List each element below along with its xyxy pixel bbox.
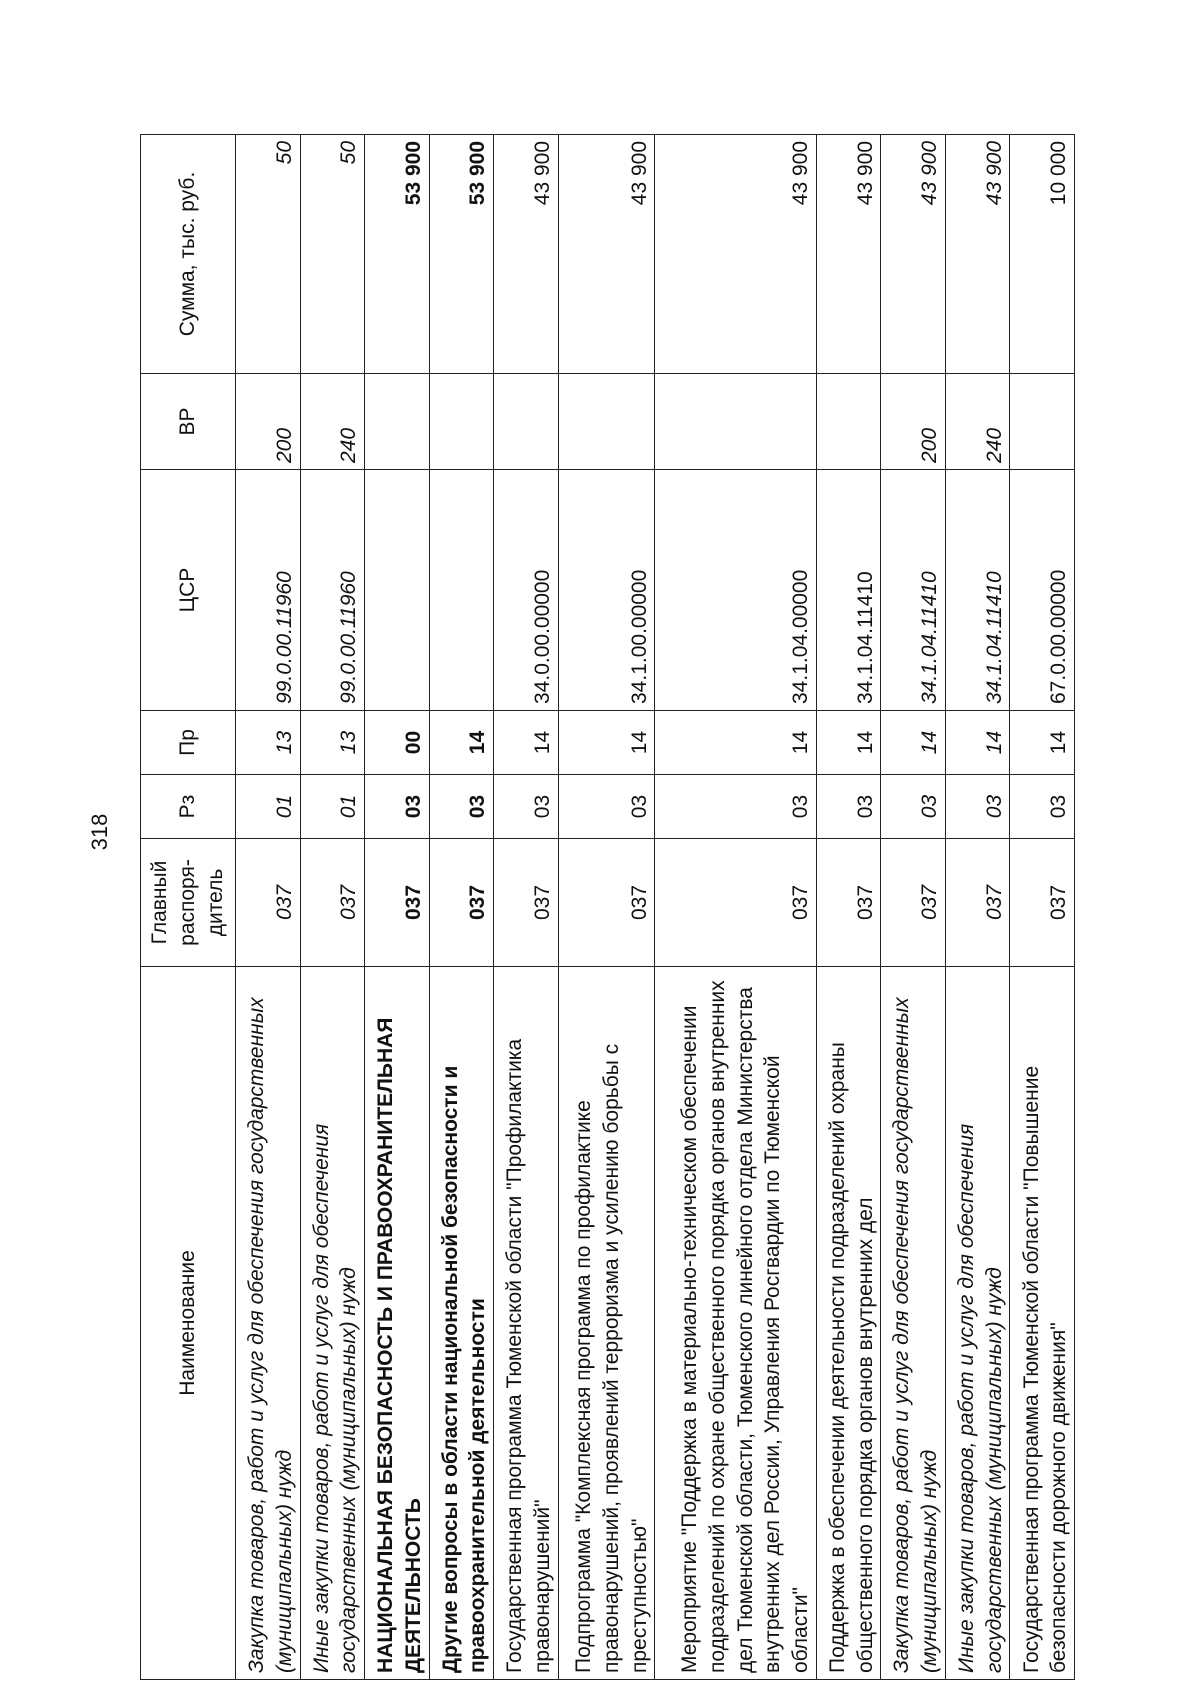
row-chief: 037 (945, 839, 1010, 967)
row-rz: 03 (816, 775, 881, 839)
row-vr (655, 374, 816, 470)
row-rz: 03 (1010, 775, 1075, 839)
row-pr: 00 (365, 711, 430, 775)
row-sum: 53 900 (429, 135, 494, 374)
row-pr: 14 (429, 711, 494, 775)
row-csr: 34.1.04.11410 (816, 470, 881, 711)
table-row (1010, 135, 1075, 1680)
row-csr: 99.0.00.11960 (236, 470, 301, 711)
row-pr: 13 (300, 711, 365, 775)
row-vr: 240 (300, 374, 365, 470)
row-vr: 240 (945, 374, 1010, 470)
row-pr: 14 (945, 711, 1010, 775)
row-csr: 34.1.04.00000 (655, 470, 816, 711)
row-vr (494, 374, 559, 470)
table-row (655, 135, 816, 1680)
row-sum: 50 (236, 135, 301, 374)
row-sum: 53 900 (365, 135, 430, 374)
header-row (141, 135, 236, 1680)
table-row (300, 135, 365, 1680)
table-row (365, 135, 430, 1680)
row-rz: 03 (655, 775, 816, 839)
table-row (881, 135, 946, 1680)
table-row (945, 135, 1010, 1680)
row-chief: 037 (236, 839, 301, 967)
row-pr: 14 (816, 711, 881, 775)
row-chief: 037 (1010, 839, 1075, 967)
rotated-page (140, 135, 1075, 1680)
row-csr: 34.0.00.00000 (494, 470, 559, 711)
row-name: Иные закупки товаров, работ и услуг для обеспечения государственных (муниципальных) нужд (945, 967, 1010, 1680)
row-csr: 99.0.00.11960 (300, 470, 365, 711)
row-chief: 037 (881, 839, 946, 967)
table-row (494, 135, 559, 1680)
col-header-chief: Главный распоря-дитель (141, 839, 236, 967)
row-vr: 200 (236, 374, 301, 470)
row-name: Подпрограмма "Комплексная программа по профилактике правонарушений, проявлений терроризма и усилению борьбы с преступностью" (558, 967, 655, 1680)
row-csr (365, 470, 430, 711)
row-chief: 037 (494, 839, 559, 967)
row-chief: 037 (300, 839, 365, 967)
row-vr: 200 (881, 374, 946, 470)
col-header-csr: ЦСР (141, 470, 236, 711)
row-rz: 01 (236, 775, 301, 839)
row-sum: 43 900 (558, 135, 655, 374)
row-name: Другие вопросы в области национальной безопасности и правоохранительной деятельности (429, 967, 494, 1680)
col-header-rz: Рз (141, 775, 236, 839)
row-chief: 037 (365, 839, 430, 967)
row-rz: 03 (558, 775, 655, 839)
row-name: Государственная программа Тюменской области "Повышение безопасности дорожного движения" (1010, 967, 1075, 1680)
table-row (558, 135, 655, 1680)
col-header-vr: ВР (141, 374, 236, 470)
col-header-sum: Сумма, тыс. руб. (141, 135, 236, 374)
row-rz: 03 (494, 775, 559, 839)
row-rz: 03 (365, 775, 430, 839)
col-header-name: Наименование (141, 967, 236, 1680)
row-chief: 037 (429, 839, 494, 967)
row-sum: 43 900 (816, 135, 881, 374)
row-pr: 14 (558, 711, 655, 775)
row-name: Закупка товаров, работ и услуг для обеспечения государственных (муниципальных) нужд (236, 967, 301, 1680)
row-sum: 43 900 (494, 135, 559, 374)
row-sum: 43 900 (881, 135, 946, 374)
row-csr: 34.1.04.11410 (881, 470, 946, 711)
row-name: Поддержка в обеспечении деятельности подразделений охраны общественного порядка органов внутренних дел (816, 967, 881, 1680)
col-header-pr: Пр (141, 711, 236, 775)
row-rz: 03 (429, 775, 494, 839)
row-pr: 14 (1010, 711, 1075, 775)
row-sum: 43 900 (655, 135, 816, 374)
budget-table (140, 134, 1075, 1680)
row-chief: 037 (558, 839, 655, 967)
row-name: Государственная программа Тюменской области "Профилактика правонарушений" (494, 967, 559, 1680)
page-number: 318 (87, 813, 112, 851)
row-chief: 037 (655, 839, 816, 967)
row-csr: 34.1.00.00000 (558, 470, 655, 711)
row-chief: 037 (816, 839, 881, 967)
row-csr (429, 470, 494, 711)
row-rz: 03 (881, 775, 946, 839)
row-sum: 50 (300, 135, 365, 374)
row-rz: 03 (945, 775, 1010, 839)
row-name: Мероприятие "Поддержка в материально-техническом обеспечении подразделений по охране общественного порядка органов внутренних дел Тюменской области, Тюменского линейного отдела Министерства внутренних дел России, Управления Росгвардии по Тюменской области" (655, 967, 816, 1680)
row-pr: 14 (881, 711, 946, 775)
row-name: Закупка товаров, работ и услуг для обеспечения государственных (муниципальных) нужд (881, 967, 946, 1680)
row-name: Иные закупки товаров, работ и услуг для обеспечения государственных (муниципальных) нужд (300, 967, 365, 1680)
row-csr: 67.0.00.00000 (1010, 470, 1075, 711)
row-vr (816, 374, 881, 470)
row-vr (1010, 374, 1075, 470)
row-rz: 01 (300, 775, 365, 839)
row-csr: 34.1.04.11410 (945, 470, 1010, 711)
row-vr (429, 374, 494, 470)
row-vr (558, 374, 655, 470)
row-name: НАЦИОНАЛЬНАЯ БЕЗОПАСНОСТЬ И ПРАВООХРАНИТЕЛЬНАЯ ДЕЯТЕЛЬНОСТЬ (365, 967, 430, 1680)
table-row (236, 135, 301, 1680)
row-pr: 13 (236, 711, 301, 775)
table-row (429, 135, 494, 1680)
row-vr (365, 374, 430, 470)
row-pr: 14 (494, 711, 559, 775)
row-sum: 10 000 (1010, 135, 1075, 374)
row-pr: 14 (655, 711, 816, 775)
table-row (816, 135, 881, 1680)
row-sum: 43 900 (945, 135, 1010, 374)
